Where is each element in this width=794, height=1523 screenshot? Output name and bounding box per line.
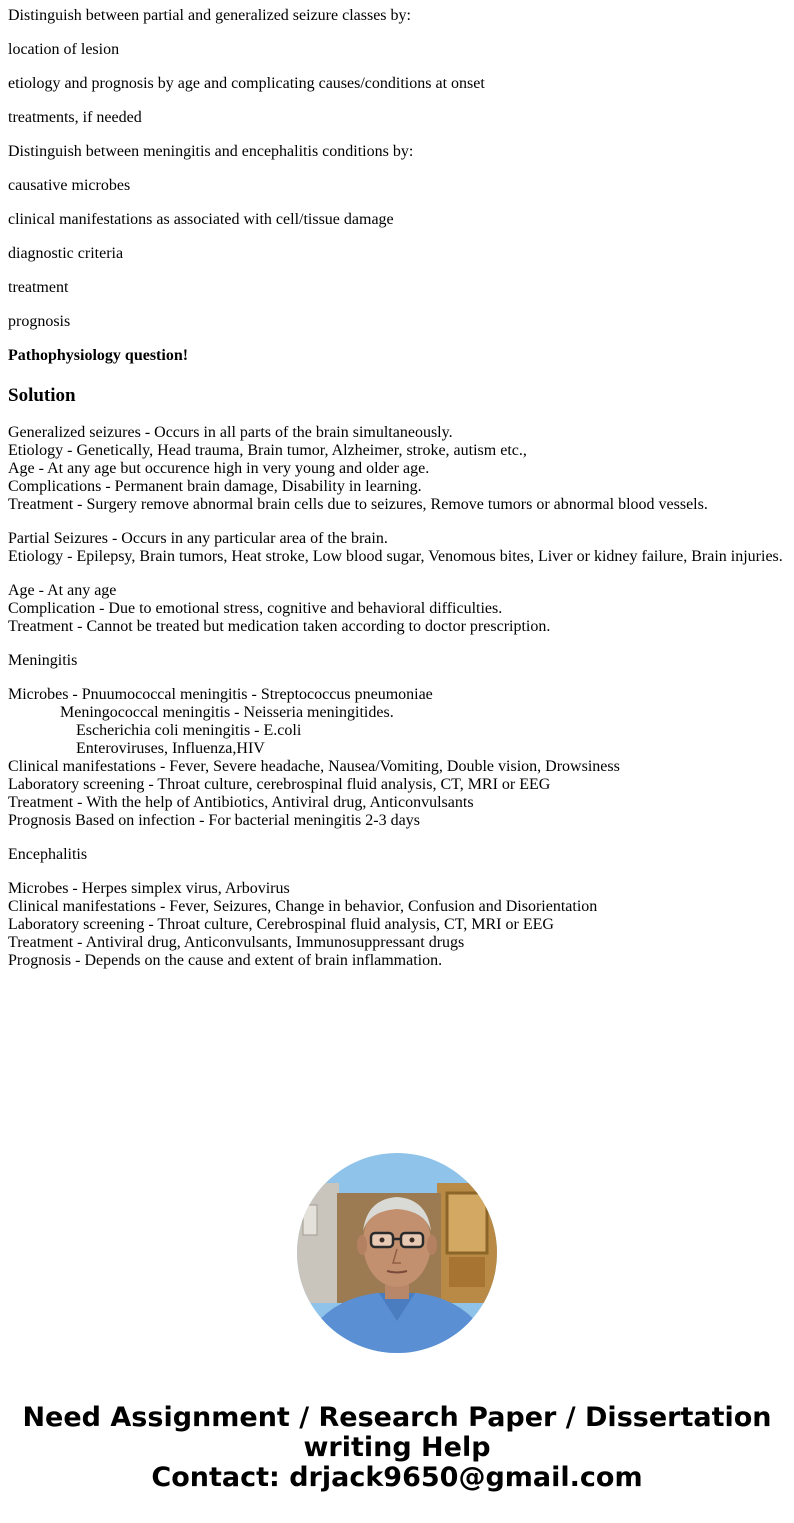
solution-line: Escherichia coli meningitis - E.coli: [76, 722, 302, 739]
solution-line: Age - At any age: [8, 582, 117, 599]
solution-line: Complications - Permanent brain damage, Disability in learning.: [8, 478, 422, 495]
contact-email: Contact: drjack9650@gmail.com: [151, 1462, 643, 1493]
solution-line: Enteroviruses, Influenza,HIV: [76, 740, 265, 757]
solution-line: Generalized seizures - Occurs in all parts of the brain simultaneously.: [8, 424, 453, 441]
encephalitis-section: [8, 880, 794, 970]
question-tag: Pathophysiology question!: [8, 347, 189, 364]
question-line: Distinguish between meningitis and encephalitis conditions by:: [8, 143, 414, 160]
solution-line: Meningococcal meningitis - Neisseria meningitides.: [60, 704, 394, 721]
promo-line: writing Help: [303, 1432, 491, 1463]
partial-seizures-details: [8, 582, 794, 636]
promo-footer: [0, 1403, 794, 1493]
solution-line: Prognosis - Depends on the cause and extent of brain inflammation.: [8, 952, 443, 969]
solution-line: Laboratory screening - Throat culture, Cerebrospinal fluid analysis, CT, MRI or EEG: [8, 916, 554, 933]
partial-seizures-section: [8, 530, 794, 566]
solution-line: Treatment - Antiviral drug, Anticonvulsants, Immunosuppressant drugs: [8, 934, 465, 951]
solution-line: Complication - Due to emotional stress, cognitive and behavioral difficulties.: [8, 600, 503, 617]
author-avatar: [297, 1153, 497, 1353]
question-line: Distinguish between partial and generalized seizure classes by:: [8, 7, 411, 24]
section-title: Meningitis: [8, 652, 78, 669]
meningitis-section: [8, 686, 794, 830]
solution-line: Etiology - Genetically, Head trauma, Brain tumor, Alzheimer, stroke, autism etc.,: [8, 442, 527, 459]
question-line: location of lesion: [8, 41, 120, 58]
solution-line: Microbes - Herpes simplex virus, Arbovirus: [8, 880, 290, 897]
question-line: diagnostic criteria: [8, 245, 124, 262]
solution-line: Clinical manifestations - Fever, Severe headache, Nausea/Vomiting, Double vision, Drowsiness: [8, 758, 620, 775]
solution-line: Treatment - Cannot be treated but medication taken according to doctor prescription.: [8, 618, 551, 635]
solution-line: Treatment - With the help of Antibiotics, Antiviral drug, Anticonvulsants: [8, 794, 474, 811]
question-line: clinical manifestations as associated with cell/tissue damage: [8, 211, 394, 228]
question-line: causative microbes: [8, 177, 131, 194]
solution-line: Microbes - Pnuumococcal meningitis - Streptococcus pneumoniae: [8, 686, 433, 703]
solution-line: Etiology - Epilepsy, Brain tumors, Heat stroke, Low blood sugar, Venomous bites, Liver or kidney failure, Brain injuries.: [8, 548, 783, 565]
solution-line: Partial Seizures - Occurs in any particular area of the brain.: [8, 530, 388, 547]
solution-line: Clinical manifestations - Fever, Seizures, Change in behavior, Confusion and Disorientation: [8, 898, 598, 915]
solution-line: Treatment - Surgery remove abnormal brain cells due to seizures, Remove tumors or abnormal blood vessels.: [8, 496, 708, 513]
question-line: treatments, if needed: [8, 109, 142, 126]
author-photo: [297, 1153, 497, 1353]
solution-line: Age - At any age but occurence high in very young and older age.: [8, 460, 430, 477]
promo-line: Need Assignment / Research Paper / Dissertation: [22, 1402, 772, 1433]
section-title: Encephalitis: [8, 846, 88, 863]
solution-line: Laboratory screening - Throat culture, cerebrospinal fluid analysis, CT, MRI or EEG: [8, 776, 551, 793]
question-line: prognosis: [8, 313, 71, 330]
question-line: etiology and prognosis by age and complicating causes/conditions at onset: [8, 75, 485, 92]
question-line: treatment: [8, 279, 69, 296]
encephalitis-title: [8, 846, 794, 864]
generalized-seizures-section: [8, 424, 794, 514]
solution-heading: Solution: [8, 385, 76, 406]
solution-line: Prognosis Based on infection - For bacterial meningitis 2-3 days: [8, 812, 420, 829]
meningitis-title: [8, 652, 794, 670]
